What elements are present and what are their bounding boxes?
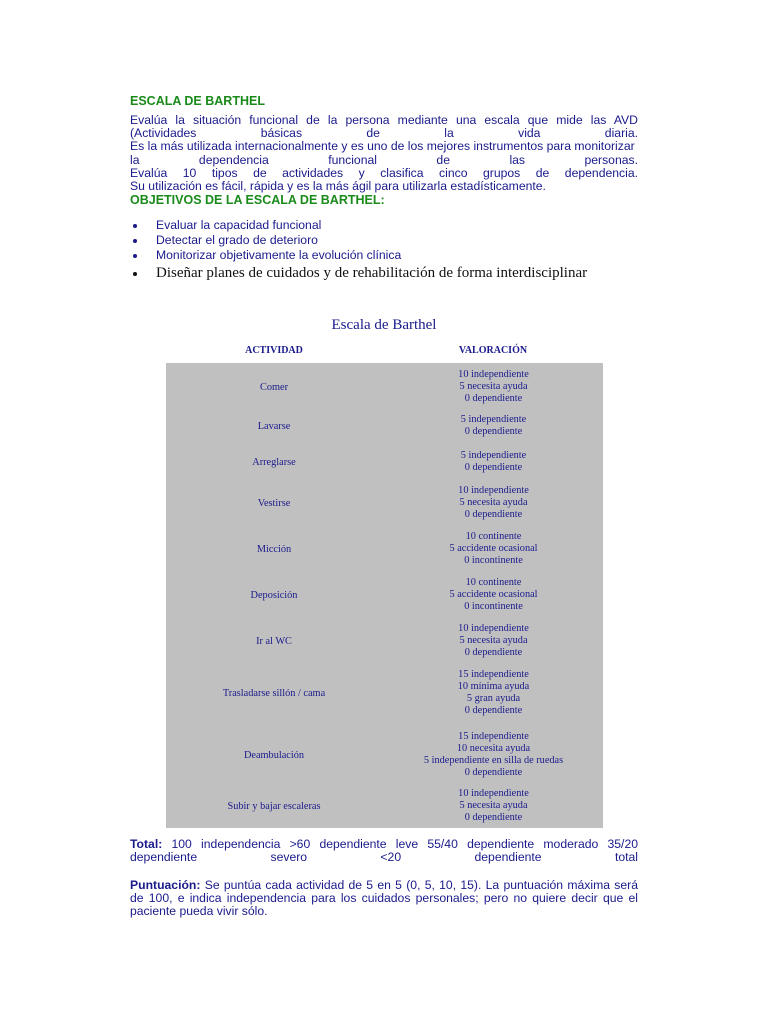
table-row [166, 575, 603, 615]
valoracion-option: 10 necesita ayuda [456, 743, 531, 755]
table-row [166, 665, 603, 721]
valoracion-option: 0 dependiente [464, 508, 523, 520]
puntuacion-label: Puntuación: [130, 878, 201, 892]
valoracion-option: 10 independiente [458, 369, 529, 381]
table-row [166, 787, 603, 825]
valoracion-option: 5 gran ayuda [466, 693, 521, 704]
valoracion-option: 0 dependiente [464, 704, 523, 716]
cell-valoracion [384, 483, 603, 523]
table-row [166, 621, 603, 661]
column-header-actividad: ACTIVIDAD [245, 345, 303, 356]
valoracion-option: 15 independiente [458, 731, 529, 743]
cell-actividad: Comer [259, 381, 289, 393]
valoracion-option: 5 independiente [460, 414, 527, 426]
list-item-text: Evaluar la capacidad funcional [156, 218, 322, 233]
valoracion-option: 10 independiente [458, 623, 529, 635]
valoracion-option: 5 necesita ayuda [459, 381, 528, 393]
total-line-2: dependiente severo <20 dependiente total [130, 850, 638, 865]
cell-actividad: Trasladarse sillón / cama [222, 687, 326, 699]
cell-actividad: Subir y bajar escaleras [227, 800, 321, 812]
list-item [130, 233, 638, 248]
intro-line: Es la más utilizada internacionalmente y es uno de los mejores instrumentos para monitorizar [130, 139, 635, 154]
heading-objetivos: OBJETIVOS DE LA ESCALA DE BARTHEL: [130, 193, 385, 208]
list-item [130, 264, 638, 282]
valoracion-option: 5 necesita ayuda [459, 497, 528, 509]
intro-line: la dependencia funcional de las personas. [130, 152, 638, 167]
cell-valoracion [384, 413, 603, 439]
valoracion-option: 5 necesita ayuda [459, 800, 528, 812]
cell-valoracion [384, 367, 603, 407]
list-item [130, 248, 638, 263]
valoracion-option: 5 accidente ocasional [449, 589, 538, 601]
table-title: Escala de Barthel [331, 317, 437, 333]
bullet-icon [133, 272, 137, 276]
valoracion-option: 0 dependiente [464, 811, 523, 823]
cell-valoracion [384, 787, 603, 825]
cell-valoracion [384, 665, 603, 721]
total-text: 100 independencia >60 dependiente leve 55/40 dependiente moderado 35/20 [171, 837, 638, 851]
table-row [166, 727, 603, 783]
valoracion-option: 10 continente [465, 577, 522, 589]
cell-valoracion [384, 449, 603, 475]
table-row [166, 449, 603, 475]
cell-actividad: Deambulación [243, 749, 305, 761]
column-header-valoracion: VALORACIÓN [458, 345, 528, 356]
barthel-table [166, 363, 603, 828]
bullet-icon [133, 239, 137, 243]
list-item [130, 218, 638, 233]
puntuacion-paragraph [130, 879, 638, 919]
intro-paragraph [130, 114, 638, 193]
intro-line: Evalúa 10 tipos de actividades y clasifica cinco grupos de dependencia. [130, 165, 638, 180]
intro-line: Evalúa la situación funcional de la persona mediante una escala que mide las AVD [130, 113, 638, 127]
objetivos-list [130, 218, 638, 282]
bullet-icon [133, 224, 137, 228]
cell-actividad: Vestirse [257, 497, 291, 509]
document-body [130, 94, 638, 282]
table-row [166, 483, 603, 523]
valoracion-option: 5 independiente en silla de ruedas [423, 755, 564, 766]
valoracion-option: 0 dependiente [464, 766, 523, 778]
cell-valoracion [384, 621, 603, 661]
valoracion-option: 0 incontinente [464, 600, 523, 612]
valoracion-option: 5 accidente ocasional [449, 543, 538, 555]
valoracion-option: 5 necesita ayuda [459, 635, 528, 647]
bullet-icon [133, 254, 137, 258]
valoracion-option: 0 incontinente [464, 554, 523, 566]
cell-actividad: Lavarse [257, 420, 291, 432]
cell-valoracion [384, 529, 603, 569]
total-label: Total: [130, 837, 163, 851]
table-row [166, 367, 603, 407]
total-paragraph [130, 838, 638, 864]
table-row [166, 413, 603, 439]
cell-actividad: Ir al WC [256, 635, 292, 647]
valoracion-option: 10 independiente [458, 485, 529, 497]
cell-actividad: Deposición [250, 589, 298, 601]
puntuacion-line-2: de 100, e indica independencia para los cuidados personales; pero no quiere decir que el [130, 891, 638, 906]
valoracion-option: 0 dependiente [464, 392, 523, 404]
intro-line: (Actividades básicas de la vida diaria. [130, 126, 638, 141]
intro-line: Su utilización es fácil, rápida y es la más ágil para utilizarla estadísticamente. [130, 179, 546, 194]
valoracion-option: 0 dependiente [464, 462, 523, 473]
valoracion-option: 0 dependiente [464, 426, 523, 437]
heading-escala-barthel: ESCALA DE BARTHEL [130, 94, 265, 108]
puntuacion-text: Se puntúa cada actividad de 5 en 5 (0, 5, 10, 15). La puntuación máxima será [204, 878, 638, 892]
cell-valoracion [384, 727, 603, 783]
puntuacion-line-3: paciente pueda vivir sólo. [130, 904, 268, 919]
cell-valoracion [384, 575, 603, 615]
list-item-text: Monitorizar objetivamente la evolución clínica [156, 248, 402, 263]
valoracion-option: 10 mínima ayuda [457, 681, 530, 693]
list-item-text: Diseñar planes de cuidados y de rehabilitación de forma interdisciplinar [156, 265, 588, 282]
valoracion-option: 0 dependiente [464, 646, 523, 658]
valoracion-option: 10 continente [465, 531, 522, 543]
valoracion-option: 5 independiente [460, 450, 527, 462]
table-row [166, 529, 603, 569]
valoracion-option: 10 independiente [458, 788, 529, 800]
cell-actividad: Arreglarse [252, 456, 296, 468]
cell-actividad: Micción [256, 543, 292, 555]
list-item-text: Detectar el grado de deterioro [156, 233, 318, 248]
valoracion-option: 15 independiente [458, 669, 529, 681]
